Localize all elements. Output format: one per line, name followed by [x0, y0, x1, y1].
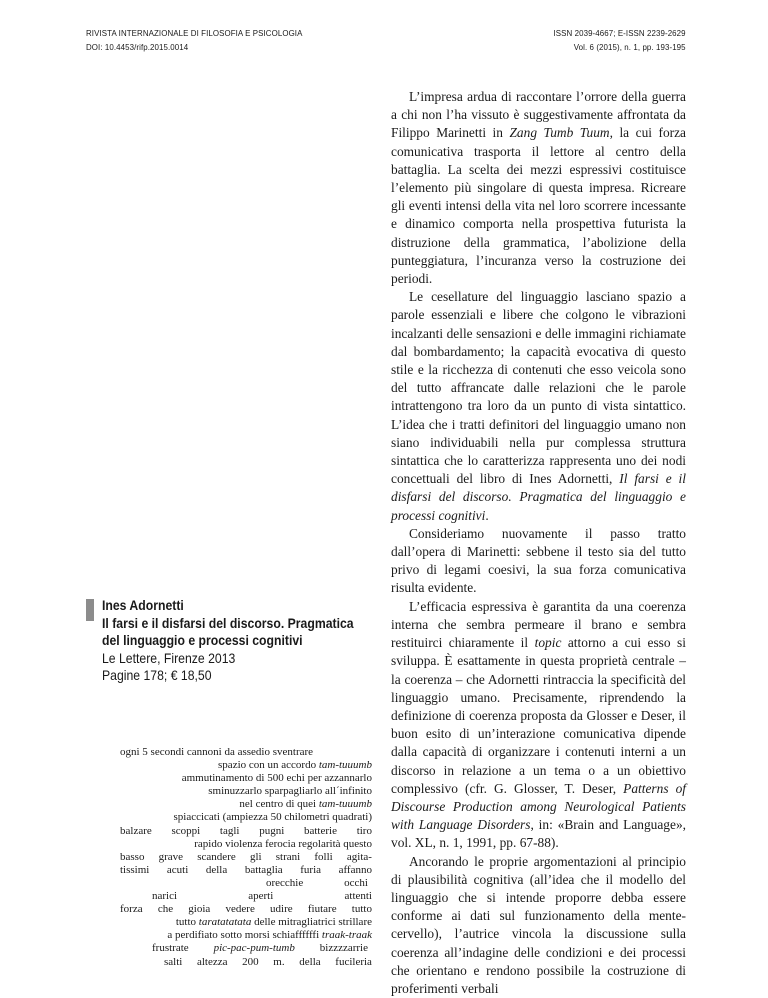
poem-line: orecchie occhi: [266, 876, 368, 889]
poem-line: forza che gioia vedere udire fiutare tutto: [120, 903, 372, 916]
poem-line: tutto taratatatata delle mitragliatrici strillare: [175, 916, 372, 929]
paragraph: L’efficacia espressiva è garantita da una coerenza interna che sembra permeare il brano e sembra restituirci chiaramente il topic attorno a cui esso si sviluppa. È esattamente in questa proprietà centrale – la coerenza – che Adornetti rintraccia la specificità del linguaggio umano. Precisamente, riprendendo la definizione di coerenza proposta da Glosser e Deser, il buon esito di un’interazione comunicativa dipende dalla capacità di organizzare i contenuti interni a un discorso in relazione a un tema o a un obiettivo complessivo (cfr. G. Glosser, T. Deser, Patterns of Discourse Production among Neurological Patients with Language Disorders, in: «Brain and Language», vol. XL, n. 1, 1991, pp. 67-88).: [391, 598, 687, 851]
journal-header-right: [554, 26, 686, 54]
poem-line: narici aperti attenti: [152, 890, 372, 903]
poem-line: tissimi acuti della battaglia furia affanno: [120, 863, 372, 876]
journal-header-left: [86, 26, 302, 54]
poem-line: balzare scoppi tagli pugni batterie tiro: [120, 824, 372, 837]
book-author: Ines Adornetti: [102, 598, 184, 613]
poem-line: ammutinamento di 500 echi per azzannarlo: [181, 772, 372, 785]
paragraph: Le cesellature del linguaggio lasciano spazio a parole essenziali e libere che colgono le vibrazioni incalzanti delle sensazioni e delle immagini richiamate dal bombardamento; la capacità evocativa di questo stile e la ricchezza di contenuti che esso veicola sono del tutto affrancate dalle relazioni che le parole intrattengono tra loro da un punto di vista sintattico. L’idea che i tratti definitori del linguaggio umano non siano individuabili nella pur complessa struttura sintattica che lo caratterizza rappresenta uno dei nodi concettuali del libro di Ines Adornetti, Il farsi e il disfarsi del discorso. Pragmatica del linguaggio e processi cognitivi.: [391, 289, 686, 523]
book-pages-price: Pagine 178; € 18,50: [102, 668, 212, 683]
poem-line: frustrate pic-pac-pum-tumb bizzzzarrie: [152, 942, 368, 955]
section-marker-bar: [86, 599, 94, 621]
journal-name: RIVISTA INTERNAZIONALE DI FILOSOFIA E PSICOLOGIA: [86, 28, 303, 38]
poem-line: basso grave scandere gli strani folli agita-: [120, 850, 372, 863]
poem-line: a perdifiato sotto morsi schiaffffffi traak-traak: [167, 929, 372, 942]
paragraph: Consideriamo nuovamente il passo tratto dall’opera di Marinetti: sebbene il testo sia del tutto privo di legami coesivi, la sua forza comunicativa risulta evidente.: [391, 525, 686, 596]
doi: DOI: 10.4453/rifp.2015.0014: [86, 42, 189, 52]
poem-line: rapido violenza ferocia regolarità questo: [194, 837, 372, 850]
paragraph: L’impresa ardua di raccontare l’orrore della guerra a chi non l’ha vissuto è suggestivamente affrontata da Filippo Marinetti in Zang Tumb Tuum, la cui forza comunicativa trasporta il lettore al centro della battaglia. La scelta dei mezzi espressivi costituisce l’elemento più singolare di questa impresa. Ricreare gli eventi intensi della vita nel loro scorrere incessante e dinamico comporta nella prospettiva futurista la distruzione della grammatica, l’abolizione della punteggiatura, l’incuranza verso la costruzione dei periodi.: [391, 89, 686, 287]
poem-line: sminuzzarlo sparpagliarlo all´infinito: [208, 785, 372, 798]
review-heading: [86, 597, 376, 685]
book-publisher: Le Lettere, Firenze 2013: [102, 650, 236, 666]
paragraph: Ancorando le proprie argomentazioni al principio di plausibilità cognitiva (all’idea che il modello del linguaggio che si intende proporre debba essere conforme ai dati sul funzionamento della mente-cervello), l’autrice vincola la discussione sulla coerenza all’indagine delle condizioni e dei processi che orientano e rendono possibile la costruzione di proferimenti verbali: [391, 853, 686, 996]
book-title-line1: Il farsi e il disfarsi del discorso. Pragmatica: [102, 615, 354, 631]
poem-line: spazio con un accordo tam-tuuumb: [218, 759, 372, 772]
poem-line: nel centro di quei tam-tuuumb: [239, 798, 372, 811]
volume-info: Vol. 6 (2015), n. 1, pp. 193-195: [574, 42, 686, 52]
review-metadata: [102, 597, 377, 685]
issn: ISSN 2039-4667; E-ISSN 2239-2629: [553, 28, 686, 38]
poem-line: ogni 5 secondi cannoni da assedio sventrare: [120, 746, 314, 758]
book-title-line2: del linguaggio e processi cognitivi: [102, 633, 303, 648]
marinetti-quotation: [120, 746, 372, 969]
poem-line: salti altezza 200 m. della fucileria: [164, 955, 372, 968]
review-body: [391, 88, 686, 998]
poem-line: spiaccicati (ampiezza 50 chilometri quadrati): [173, 811, 372, 824]
